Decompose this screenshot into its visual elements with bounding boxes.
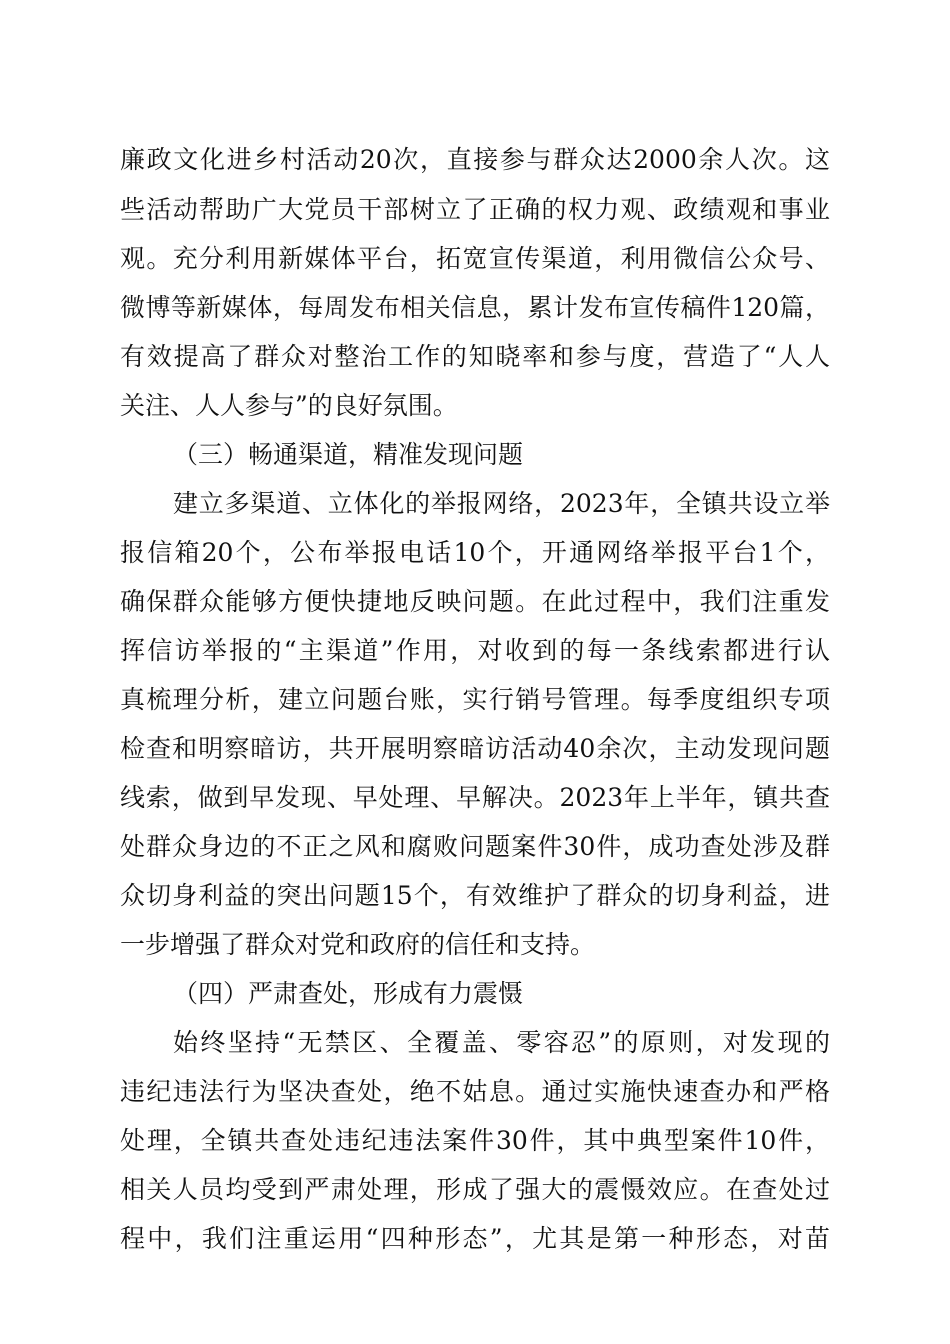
paragraph-line: 始终坚持“无禁区、全覆盖、零容忍”的原则，对发现的 (173, 1028, 830, 1057)
paragraph-line: 些活动帮助广大党员干部树立了正确的权力观、政绩观和事业 (120, 195, 830, 224)
section-heading: （三）畅通渠道，精准发现问题 (173, 440, 524, 469)
paragraph-line: 一步增强了群众对党和政府的信任和支持。 (120, 930, 596, 959)
paragraph-line: 建立多渠道、立体化的举报网络，2023年，全镇共设立举 (173, 489, 830, 518)
paragraph-line: 处群众身边的不正之风和腐败问题案件30件，成功查处涉及群 (120, 832, 830, 861)
paragraph-line: 检查和明察暗访，共开展明察暗访活动40余次，主动发现问题 (120, 734, 830, 763)
paragraph-line: 处理，全镇共查处违纪违法案件30件，其中典型案件10件， (120, 1126, 830, 1155)
paragraph-line: 程中，我们注重运用“四种形态”，尤其是第一种形态，对苗 (120, 1224, 830, 1253)
paragraph-line: 众切身利益的突出问题15个，有效维护了群众的切身利益，进 (120, 881, 830, 910)
paragraph-line: 线索，做到早发现、早处理、早解决。2023年上半年，镇共查 (120, 783, 830, 812)
paragraph-line: 观。充分利用新媒体平台，拓宽宣传渠道，利用微信公众号、 (120, 244, 830, 273)
paragraph-line: 微博等新媒体，每周发布相关信息，累计发布宣传稿件120篇， (120, 293, 830, 322)
paragraph-line: 相关人员均受到严肃处理，形成了强大的震慑效应。在查处过 (120, 1175, 830, 1204)
paragraph-line: 挥信访举报的“主渠道”作用，对收到的每一条线索都进行认 (120, 636, 830, 665)
paragraph-line: 违纪违法行为坚决查处，绝不姑息。通过实施快速查办和严格 (120, 1077, 830, 1106)
paragraph-line: 有效提高了群众对整治工作的知晓率和参与度，营造了“人人 (120, 342, 830, 371)
paragraph-line: 关注、人人参与”的良好氛围。 (120, 391, 458, 420)
paragraph-line: 廉政文化进乡村活动20次，直接参与群众达2000余人次。这 (120, 145, 830, 174)
paragraph-line: 报信箱20个，公布举报电话10个，开通网络举报平台1个， (120, 538, 830, 567)
paragraph-line: 确保群众能够方便快捷地反映问题。在此过程中，我们注重发 (120, 587, 830, 616)
section-heading: （四）严肃查处，形成有力震慑 (173, 979, 524, 1008)
paragraph-line: 真梳理分析，建立问题台账，实行销号管理。每季度组织专项 (120, 685, 830, 714)
